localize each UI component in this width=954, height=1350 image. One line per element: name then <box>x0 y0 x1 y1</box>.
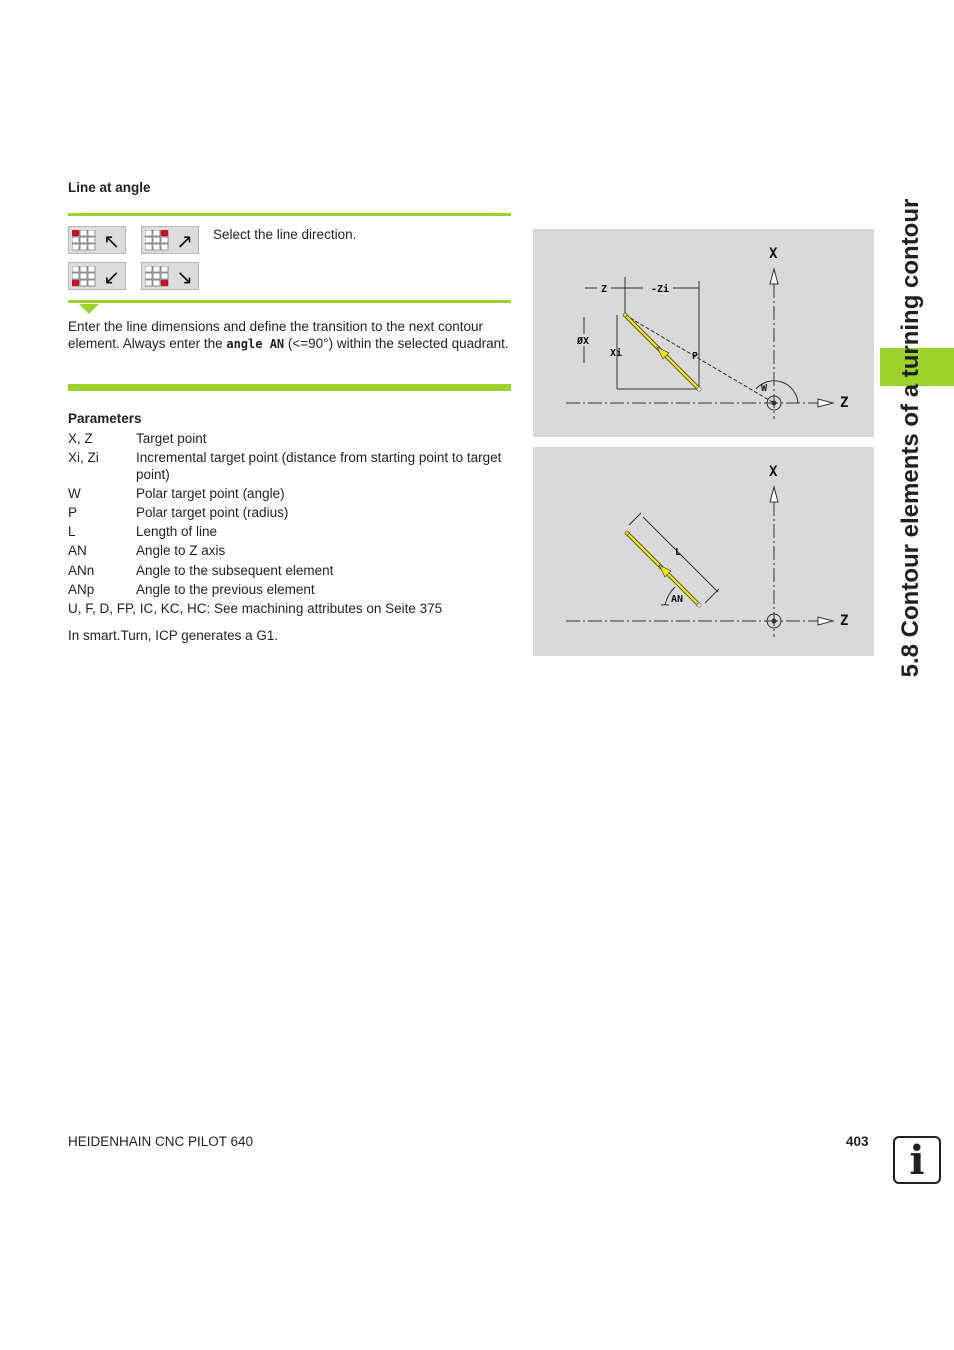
figure-length-angle <box>533 447 874 656</box>
parameters-title: Parameters <box>68 411 142 426</box>
para-text-before: Enter the line dimensions and define the transition to the next contour element. Always enter the <box>68 319 484 351</box>
param-row <box>68 449 513 483</box>
arrow-down-left-icon: ↙ <box>103 265 120 289</box>
param-key: ANp <box>68 582 95 597</box>
fig1-x-axis-label: X <box>769 246 778 262</box>
grid-icon <box>72 230 96 252</box>
param-key: P <box>68 505 78 520</box>
fig1-dx-label: ØX <box>577 336 590 347</box>
grid-icon <box>72 266 96 288</box>
param-desc: Incremental target point (distance from starting point to target point) <box>136 450 502 482</box>
fig1-z-label: Z <box>601 284 608 295</box>
bottom-rule <box>68 384 511 391</box>
param-desc: Angle to the subsequent element <box>136 563 334 578</box>
fig2-z-axis-label: Z <box>840 613 849 629</box>
para-text-after: (<=90°) within the selected quadrant. <box>284 335 509 351</box>
param-desc: Polar target point (radius) <box>136 505 289 520</box>
figure-polar-dimensions <box>533 229 874 437</box>
param-desc: Target point <box>136 431 207 446</box>
param-row <box>68 562 513 579</box>
fig1-z-axis-label: Z <box>840 395 849 411</box>
machining-note: U, F, D, FP, IC, KC, HC: See machining attributes on Seite 375 <box>68 601 443 616</box>
fig1-w-label: W <box>761 383 768 394</box>
param-row <box>68 542 513 559</box>
param-desc: Polar target point (angle) <box>136 486 285 501</box>
param-row <box>68 581 513 598</box>
param-key: AN <box>68 543 87 558</box>
smartturn-note: In smart.Turn, ICP generates a G1. <box>68 628 279 643</box>
param-row <box>68 504 513 521</box>
fig2-x-axis-label: X <box>769 464 778 480</box>
fig2-l-label: L <box>675 547 682 558</box>
param-key: Xi, Zi <box>68 450 99 465</box>
softkey-group <box>68 224 208 294</box>
param-row <box>68 430 513 447</box>
param-desc: Angle to Z axis <box>136 543 226 558</box>
fig2-an-label: AN <box>671 594 684 605</box>
middle-rule <box>68 300 511 303</box>
param-key: X, Z <box>68 431 93 446</box>
param-desc: Length of line <box>136 524 218 539</box>
param-key: L <box>68 524 76 539</box>
softkey-line-up-left[interactable] <box>68 226 126 254</box>
top-rule <box>68 213 511 216</box>
arrow-down-right-icon: ↘ <box>176 265 193 289</box>
section-heading: Line at angle <box>68 180 151 195</box>
chapter-title-text: 5.8 Contour elements of a turning contour <box>897 198 924 678</box>
param-key: W <box>68 486 81 501</box>
footer-product: HEIDENHAIN CNC PILOT 640 <box>68 1134 254 1149</box>
info-icon <box>893 1136 941 1184</box>
page-number: 403 <box>846 1134 869 1149</box>
fig1-zi-label: -Zi <box>651 284 670 295</box>
softkey-line-up-right[interactable] <box>141 226 199 254</box>
figure-1-drawing <box>533 229 874 437</box>
select-instruction: Select the line direction. <box>213 227 357 242</box>
param-desc: Angle to the previous element <box>136 582 315 597</box>
grid-icon <box>145 266 169 288</box>
instruction-paragraph <box>68 319 513 352</box>
grid-icon <box>145 230 169 252</box>
param-key: ANn <box>68 563 95 578</box>
figure-2-drawing <box>533 447 874 656</box>
param-row <box>68 485 513 502</box>
softkey-line-down-left[interactable] <box>68 262 126 290</box>
fig1-xi-label: Xi <box>610 348 623 359</box>
softkey-line-down-right[interactable] <box>141 262 199 290</box>
para-code: angle AN <box>226 336 285 351</box>
pointer-triangle <box>79 304 99 314</box>
fig1-p-label: P <box>692 351 699 362</box>
info-glyph: i <box>909 1137 925 1184</box>
arrow-up-right-icon: ↗ <box>176 229 193 253</box>
arrow-up-left-icon: ↖ <box>103 229 120 253</box>
param-row <box>68 523 513 540</box>
